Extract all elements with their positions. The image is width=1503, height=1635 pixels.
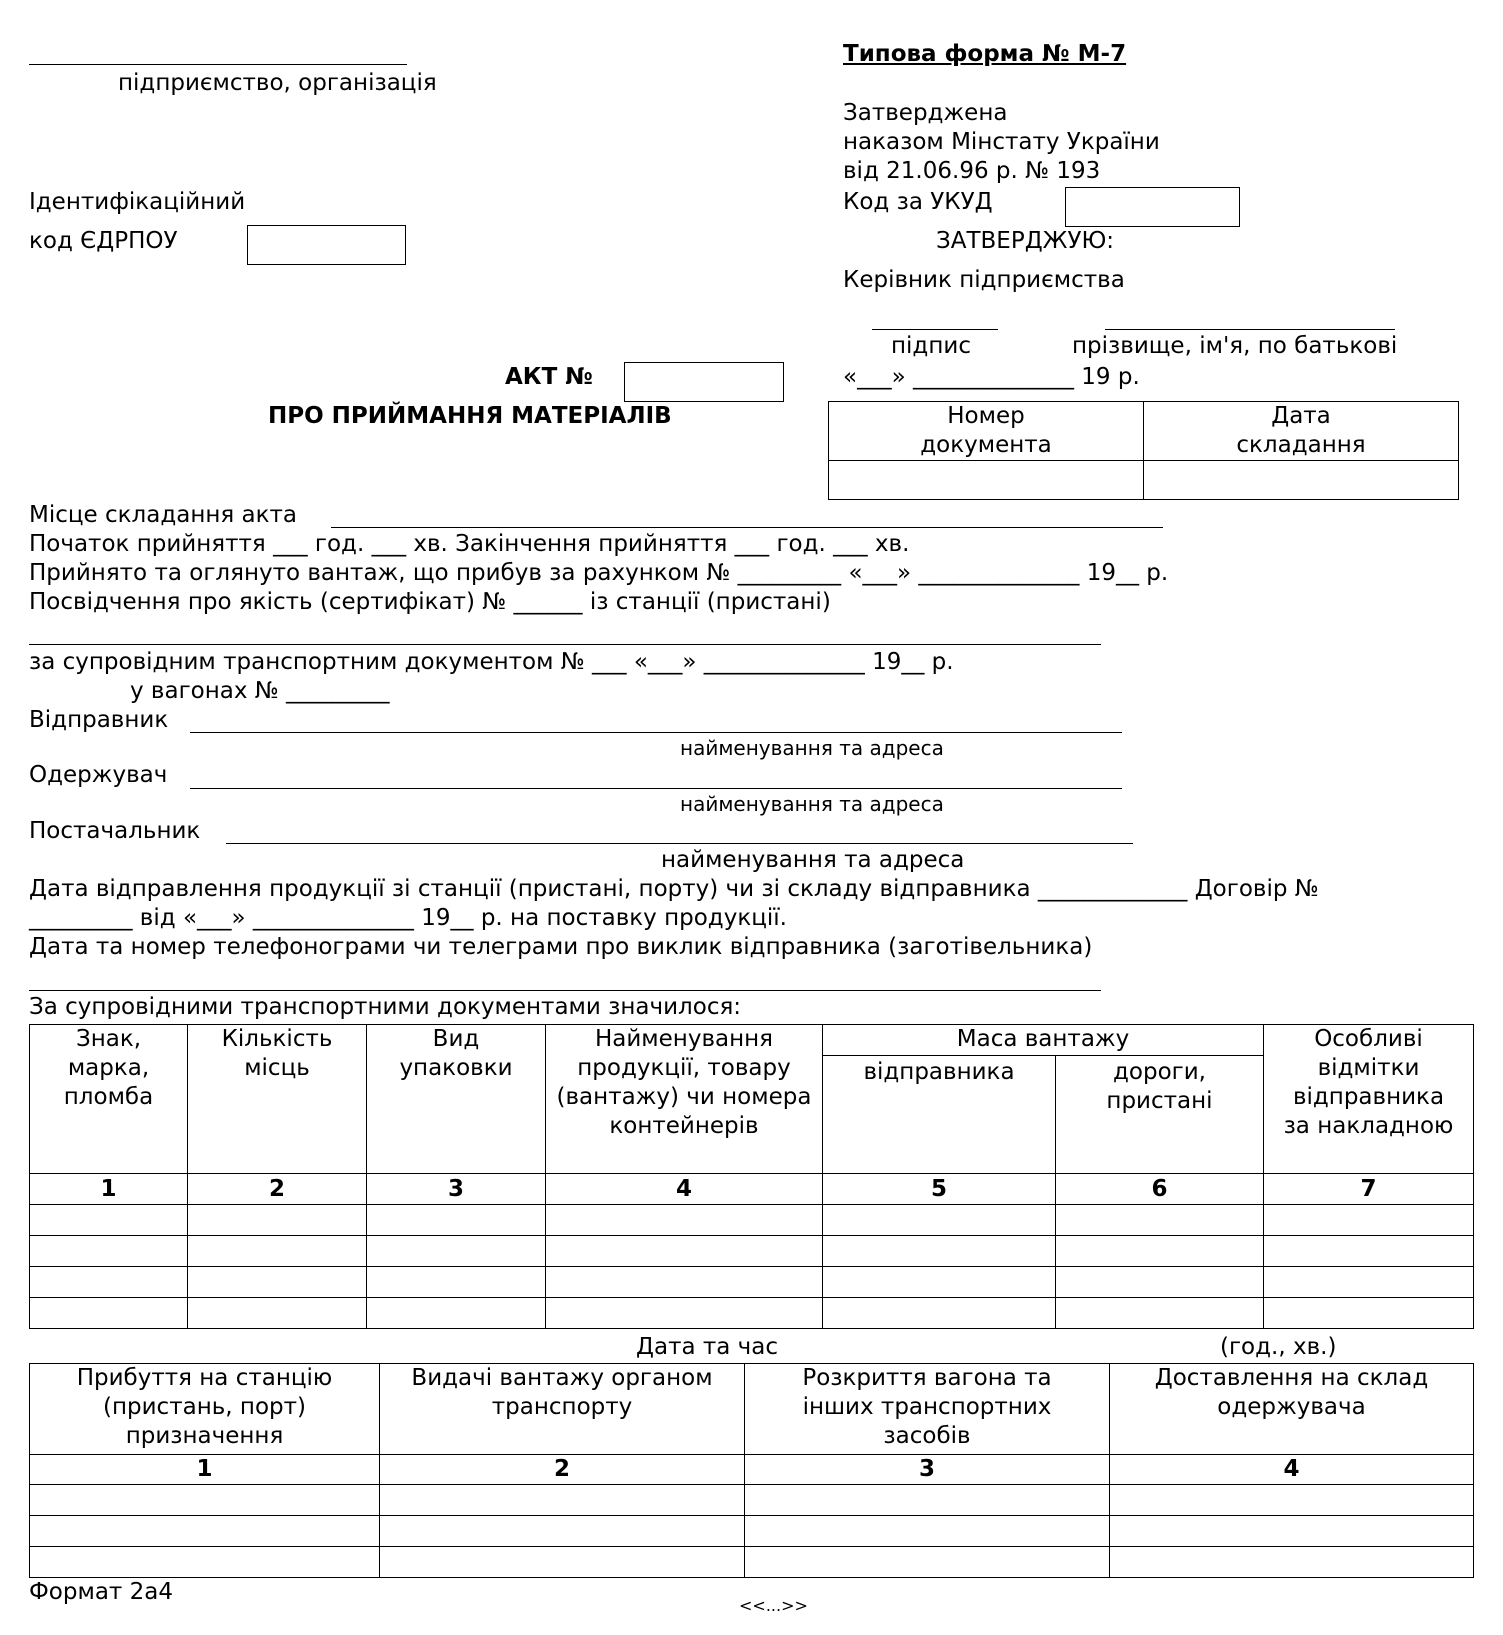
table-cell[interactable] bbox=[30, 1267, 188, 1298]
supplier-label: Постачальник bbox=[29, 818, 201, 844]
table-cell[interactable] bbox=[1264, 1267, 1474, 1298]
table-cell[interactable] bbox=[380, 1547, 745, 1578]
signature-line bbox=[872, 329, 998, 330]
col-number-4: 4 bbox=[546, 1174, 823, 1205]
listed-label: За супровідними транспортними документами значилося: bbox=[29, 994, 742, 1020]
table-row bbox=[30, 1267, 1474, 1298]
header-product-name: Найменування продукції, товару (вантажу) чи номера контейнерів bbox=[546, 1025, 823, 1174]
receiver-label: Одержувач bbox=[29, 762, 168, 788]
receiver-line[interactable] bbox=[190, 788, 1122, 789]
header-mass-sender: відправника bbox=[823, 1056, 1056, 1174]
table-row bbox=[30, 1298, 1474, 1329]
telephone-fill-line[interactable] bbox=[29, 990, 1101, 991]
ukud-label: Код за УКУД bbox=[843, 189, 993, 215]
header-sender-notes: Особливі відмітки відправника за накладною bbox=[1264, 1025, 1474, 1174]
doc-date-cell[interactable] bbox=[1144, 461, 1459, 500]
dispatch-date-line: Дата відправлення продукції зі станції (пристані, порту) чи зі складу відправника _____________ Договір № bbox=[29, 876, 1319, 902]
table-cell[interactable] bbox=[1264, 1298, 1474, 1329]
table-cell[interactable] bbox=[367, 1267, 546, 1298]
header-cargo-mass: Маса вантажу bbox=[823, 1025, 1264, 1056]
table-cell[interactable] bbox=[1110, 1516, 1474, 1547]
accepted-line: Прийнято та оглянуто вантаж, що прибув за рахунком № _________ «___» ______________ 19__ р. bbox=[29, 560, 1169, 586]
edrpou-code-field[interactable] bbox=[247, 225, 406, 265]
table-cell[interactable] bbox=[1110, 1485, 1474, 1516]
table-row bbox=[30, 1236, 1474, 1267]
enterprise-line bbox=[29, 64, 407, 65]
units-label: (год., хв.) bbox=[1220, 1334, 1337, 1360]
doc-number-cell[interactable] bbox=[829, 461, 1144, 500]
table-row bbox=[30, 1516, 1474, 1547]
table-cell[interactable] bbox=[546, 1236, 823, 1267]
id-code-label-1: Ідентифікаційний bbox=[29, 189, 246, 215]
table-cell[interactable] bbox=[745, 1516, 1110, 1547]
table-cell[interactable] bbox=[1056, 1205, 1264, 1236]
datetime-table bbox=[29, 1363, 1474, 1578]
time-col-number-4: 4 bbox=[1110, 1455, 1474, 1485]
header-delivery: Доставлення на склад одержувача bbox=[1110, 1364, 1474, 1455]
transport-doc-line: за супровідним транспортним документом № ___ «___» ______________ 19__ р. bbox=[29, 649, 954, 675]
col-number-3: 3 bbox=[367, 1174, 546, 1205]
receiver-hint: найменування та адреса bbox=[680, 792, 944, 816]
table-cell[interactable] bbox=[1056, 1298, 1264, 1329]
ukud-code-field[interactable] bbox=[1065, 187, 1240, 227]
supplier-hint: найменування та адреса bbox=[661, 847, 965, 873]
cargo-table bbox=[29, 1024, 1474, 1329]
contract-line: _________ від «___» ______________ 19__ р. на поставку продукції. bbox=[29, 905, 787, 931]
table-cell[interactable] bbox=[823, 1205, 1056, 1236]
table-cell[interactable] bbox=[188, 1205, 367, 1236]
col-number-7: 7 bbox=[1264, 1174, 1474, 1205]
table-cell[interactable] bbox=[188, 1236, 367, 1267]
header-wagon-opening: Розкриття вагона та інших транспортних засобів bbox=[745, 1364, 1110, 1455]
supplier-line[interactable] bbox=[226, 843, 1133, 844]
act-subtitle: ПРО ПРИЙМАННЯ МАТЕРІАЛІВ bbox=[268, 403, 672, 429]
table-cell[interactable] bbox=[745, 1485, 1110, 1516]
header-mark: Знак, марка, пломба bbox=[30, 1025, 188, 1174]
table-cell[interactable] bbox=[367, 1236, 546, 1267]
table-cell[interactable] bbox=[823, 1298, 1056, 1329]
sender-label: Відправник bbox=[29, 707, 169, 733]
table-cell[interactable] bbox=[1110, 1547, 1474, 1578]
table-cell[interactable] bbox=[546, 1267, 823, 1298]
table-cell[interactable] bbox=[30, 1516, 380, 1547]
station-line[interactable] bbox=[29, 644, 1101, 645]
start-end-line: Початок прийняття ___ год. ___ хв. Закінчення прийняття ___ год. ___ хв. bbox=[29, 531, 910, 557]
signature-label: підпис bbox=[891, 333, 971, 359]
col-number-6: 6 bbox=[1056, 1174, 1264, 1205]
time-col-number-2: 2 bbox=[380, 1455, 745, 1485]
act-number-field[interactable] bbox=[624, 362, 784, 402]
table-cell[interactable] bbox=[1264, 1236, 1474, 1267]
header-arrival: Прибуття на станцію (пристань, порт) призначення bbox=[30, 1364, 380, 1455]
table-row bbox=[30, 1547, 1474, 1578]
table-row bbox=[30, 1205, 1474, 1236]
doc-number-date-table bbox=[828, 401, 1459, 500]
approved-line-1: Затверджена bbox=[843, 100, 1008, 126]
table-cell[interactable] bbox=[546, 1205, 823, 1236]
table-cell[interactable] bbox=[30, 1205, 188, 1236]
format-label: Формат 2а4 bbox=[29, 1579, 173, 1605]
sender-hint: найменування та адреса bbox=[680, 736, 944, 760]
approved-line-3: від 21.06.96 р. № 193 bbox=[843, 158, 1101, 184]
table-cell[interactable] bbox=[1056, 1236, 1264, 1267]
table-cell[interactable] bbox=[188, 1298, 367, 1329]
approve-label: ЗАТВЕРДЖУЮ: bbox=[936, 228, 1115, 254]
act-label: АКТ № bbox=[505, 364, 593, 390]
approve-date-line: «___» ______________ 19 р. bbox=[843, 364, 1140, 390]
table-cell[interactable] bbox=[367, 1298, 546, 1329]
table-cell[interactable] bbox=[823, 1267, 1056, 1298]
table-cell[interactable] bbox=[823, 1236, 1056, 1267]
place-label: Місце складання акта bbox=[29, 502, 298, 528]
fullname-line bbox=[1105, 329, 1395, 330]
time-col-number-3: 3 bbox=[745, 1455, 1110, 1485]
table-cell[interactable] bbox=[30, 1298, 188, 1329]
doc-date-header: Дата складання bbox=[1144, 402, 1459, 461]
wagons-line: у вагонах № _________ bbox=[130, 678, 390, 704]
time-col-number-1: 1 bbox=[30, 1455, 380, 1485]
header-places: Кількість місць bbox=[188, 1025, 367, 1174]
table-cell[interactable] bbox=[745, 1547, 1110, 1578]
table-cell[interactable] bbox=[546, 1298, 823, 1329]
table-cell[interactable] bbox=[30, 1236, 188, 1267]
datetime-label: Дата та час bbox=[636, 1334, 778, 1360]
col-number-1: 1 bbox=[30, 1174, 188, 1205]
fullname-label: прізвище, ім'я, по батькові bbox=[1072, 333, 1398, 359]
table-cell[interactable] bbox=[1056, 1267, 1264, 1298]
form-title: Типова форма № М-7 bbox=[843, 41, 1127, 67]
enterprise-label: підприємство, організація bbox=[118, 70, 437, 96]
table-cell[interactable] bbox=[380, 1485, 745, 1516]
head-label: Керівник підприємства bbox=[843, 267, 1125, 293]
certificate-line: Посвідчення про якість (сертифікат) № ______ із станції (пристані) bbox=[29, 589, 831, 615]
header-cargo-issue: Видачі вантажу органом транспорту bbox=[380, 1364, 745, 1455]
place-line[interactable] bbox=[331, 527, 1163, 528]
header-packaging: Вид упаковки bbox=[367, 1025, 546, 1174]
approved-line-2: наказом Мінстату України bbox=[843, 129, 1160, 155]
sender-line[interactable] bbox=[190, 732, 1122, 733]
table-cell[interactable] bbox=[30, 1485, 380, 1516]
col-number-2: 2 bbox=[188, 1174, 367, 1205]
id-code-label-2: код ЄДРПОУ bbox=[29, 228, 178, 254]
table-cell[interactable] bbox=[1264, 1205, 1474, 1236]
table-cell[interactable] bbox=[188, 1267, 367, 1298]
table-row bbox=[30, 1485, 1474, 1516]
table-cell[interactable] bbox=[367, 1205, 546, 1236]
table-cell[interactable] bbox=[30, 1547, 380, 1578]
page-nav[interactable]: <<...>> bbox=[739, 1596, 808, 1615]
doc-number-header: Номер документа bbox=[829, 402, 1144, 461]
col-number-5: 5 bbox=[823, 1174, 1056, 1205]
table-cell[interactable] bbox=[380, 1516, 745, 1547]
header-mass-railway: дороги, пристані bbox=[1056, 1056, 1264, 1174]
telephone-line: Дата та номер телефонограми чи телеграми про виклик відправника (заготівельника) bbox=[29, 934, 1093, 960]
